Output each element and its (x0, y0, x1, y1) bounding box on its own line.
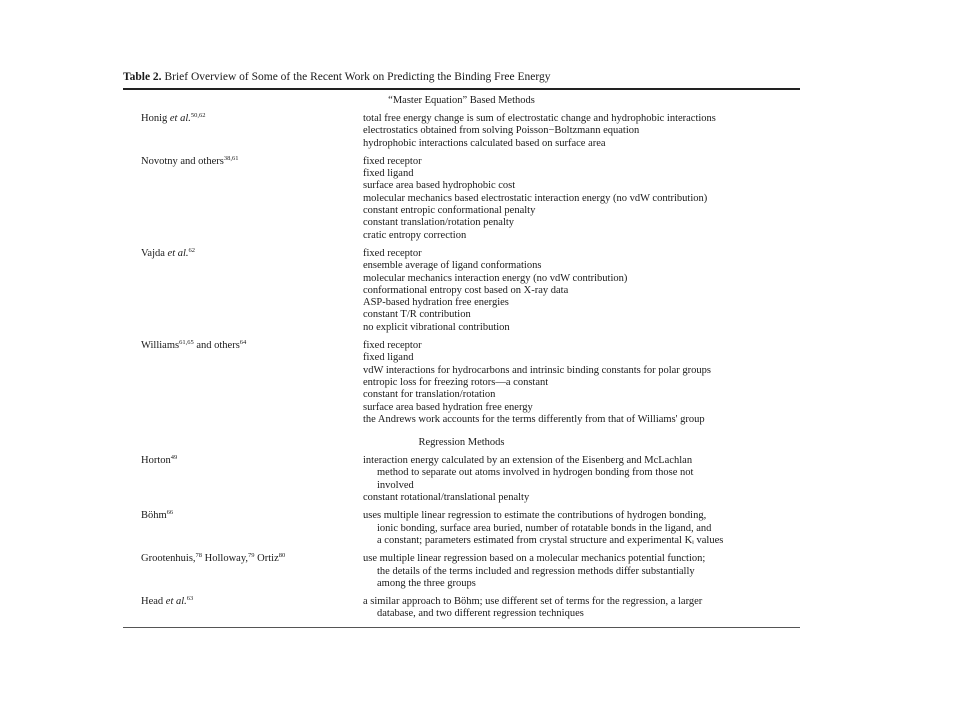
row-items (363, 596, 800, 621)
row-line: vdW interactions for hydrocarbons and intrinsic binding constants for polar groups (363, 364, 711, 376)
table-row (123, 596, 800, 621)
row-line: constant rotational/translational penalty (363, 492, 530, 504)
bottom-rule (123, 627, 800, 628)
row-line: ASP-based hydration free energies (363, 297, 509, 309)
author-name-tail: Ortiz (254, 553, 279, 565)
row-items (363, 455, 800, 504)
table-row (123, 553, 800, 590)
row-items (363, 340, 800, 426)
row-items (363, 156, 800, 242)
row-author (123, 510, 363, 522)
row-items (363, 113, 800, 150)
author-ref: 50,62 (190, 112, 206, 119)
row-line: involved (377, 479, 414, 491)
table-row (123, 340, 800, 426)
row-author (123, 553, 363, 565)
author-ref: 79 (248, 552, 255, 560)
row-items (363, 510, 800, 547)
table-caption-label: Table 2. (123, 71, 162, 83)
author-name: Grootenhuis, (141, 553, 196, 565)
row-line: interaction energy calculated by an extension of the Eisenberg and McLachlan (363, 455, 693, 467)
row-line: a constant; parameters estimated from crystal structure and experimental Kᵢ values (377, 534, 724, 546)
author-ref: 80 (278, 552, 286, 560)
author-ref: 62 (188, 246, 196, 254)
row-line: cratic entropy correction (363, 229, 467, 241)
table-row (123, 510, 800, 547)
row-line: ionic bonding, surface area buried, number of rotatable bonds in the ligand, and (377, 522, 712, 534)
author-ref: 63 (186, 595, 194, 603)
row-line: ensemble average of ligand conformations (363, 260, 542, 272)
table-caption (123, 70, 800, 84)
row-author (123, 455, 363, 467)
row-line: fixed receptor (363, 247, 422, 259)
row-line: entropic loss for freezing rotors—a constant (363, 376, 549, 388)
row-line: constant T/R contribution (363, 309, 471, 321)
author-name: Horton (141, 455, 171, 467)
author-name: Vajda (141, 247, 168, 259)
row-line: total free energy change is sum of electrostatic change and hydrophobic interactions (363, 113, 716, 124)
row-author (123, 248, 363, 260)
row-line: molecular mechanics based electrostatic interaction energy (no vdW contribution) (363, 192, 708, 204)
author-etal: et al. (167, 247, 189, 259)
section-heading: Regression Methods (418, 437, 505, 449)
row-line: electrostatics obtained from solving Poisson−Boltzmann equation (363, 125, 640, 137)
row-author (123, 340, 363, 352)
row-line: constant for translation/rotation (363, 389, 496, 401)
row-author (123, 596, 363, 608)
row-line: constant entropic conformational penalty (363, 205, 536, 217)
author-ref: 66 (166, 509, 174, 517)
row-line: no explicit vibrational contribution (363, 321, 510, 333)
row-line: fixed ligand (363, 352, 414, 364)
row-line: database, and two different regression techniques (377, 608, 584, 620)
row-line: fixed receptor (363, 340, 422, 352)
row-line: the details of the terms included and regression methods differ substantially (377, 565, 695, 577)
author-name-tail: and others (193, 340, 240, 352)
row-line: uses multiple linear regression to estimate the contributions of hydrogen bonding, (363, 510, 707, 522)
row-line: conformational entropy cost based on X-ray data (363, 284, 569, 296)
author-name: Novotny and others (141, 155, 224, 167)
author-ref: 61,65 (179, 339, 194, 347)
row-line: hydrophobic interactions calculated based on surface area (363, 137, 606, 149)
author-name: Head (141, 596, 166, 608)
author-ref: 78 (195, 552, 203, 560)
author-ref: 38,61 (223, 154, 239, 162)
table-row (123, 248, 800, 334)
row-line: fixed ligand (363, 168, 414, 180)
row-line: the Andrews work accounts for the terms differently from that of Williams' group (363, 413, 705, 425)
author-name: Williams (141, 340, 180, 352)
table-row (123, 113, 800, 150)
row-line: surface area based hydrophobic cost (363, 180, 516, 192)
row-items (363, 248, 800, 334)
row-line: method to separate out atoms involved in hydrogen bonding from those not (377, 467, 694, 479)
row-author (123, 156, 363, 168)
binding-free-energy-table (123, 70, 800, 628)
author-etal: et al. (165, 596, 187, 608)
author-etal: et al. (169, 113, 191, 124)
author-name-tail: Holloway, (202, 553, 249, 565)
author-name: Böhm (141, 510, 167, 522)
author-ref: 49 (170, 454, 178, 462)
row-line: a similar approach to Böhm; use different set of terms for the regression, a larger (363, 596, 703, 608)
row-line: among the three groups (377, 577, 476, 589)
row-items (363, 553, 800, 590)
row-line: constant translation/rotation penalty (363, 217, 515, 229)
row-line: use multiple linear regression based on a molecular mechanics potential function; (363, 553, 706, 565)
section-heading: “Master Equation” Based Methods (388, 95, 535, 106)
row-line: molecular mechanics interaction energy (no vdW contribution) (363, 272, 628, 284)
table-row (123, 156, 800, 242)
table-row (123, 455, 800, 504)
author-name: Honig (141, 113, 170, 124)
row-line: fixed receptor (363, 155, 422, 167)
row-line: surface area based hydration free energy (363, 401, 533, 413)
author-ref: 64 (239, 339, 247, 347)
table-caption-text: Brief Overview of Some of the Recent Work on Predicting the Binding Free Energy (161, 71, 551, 83)
row-author (123, 113, 363, 125)
